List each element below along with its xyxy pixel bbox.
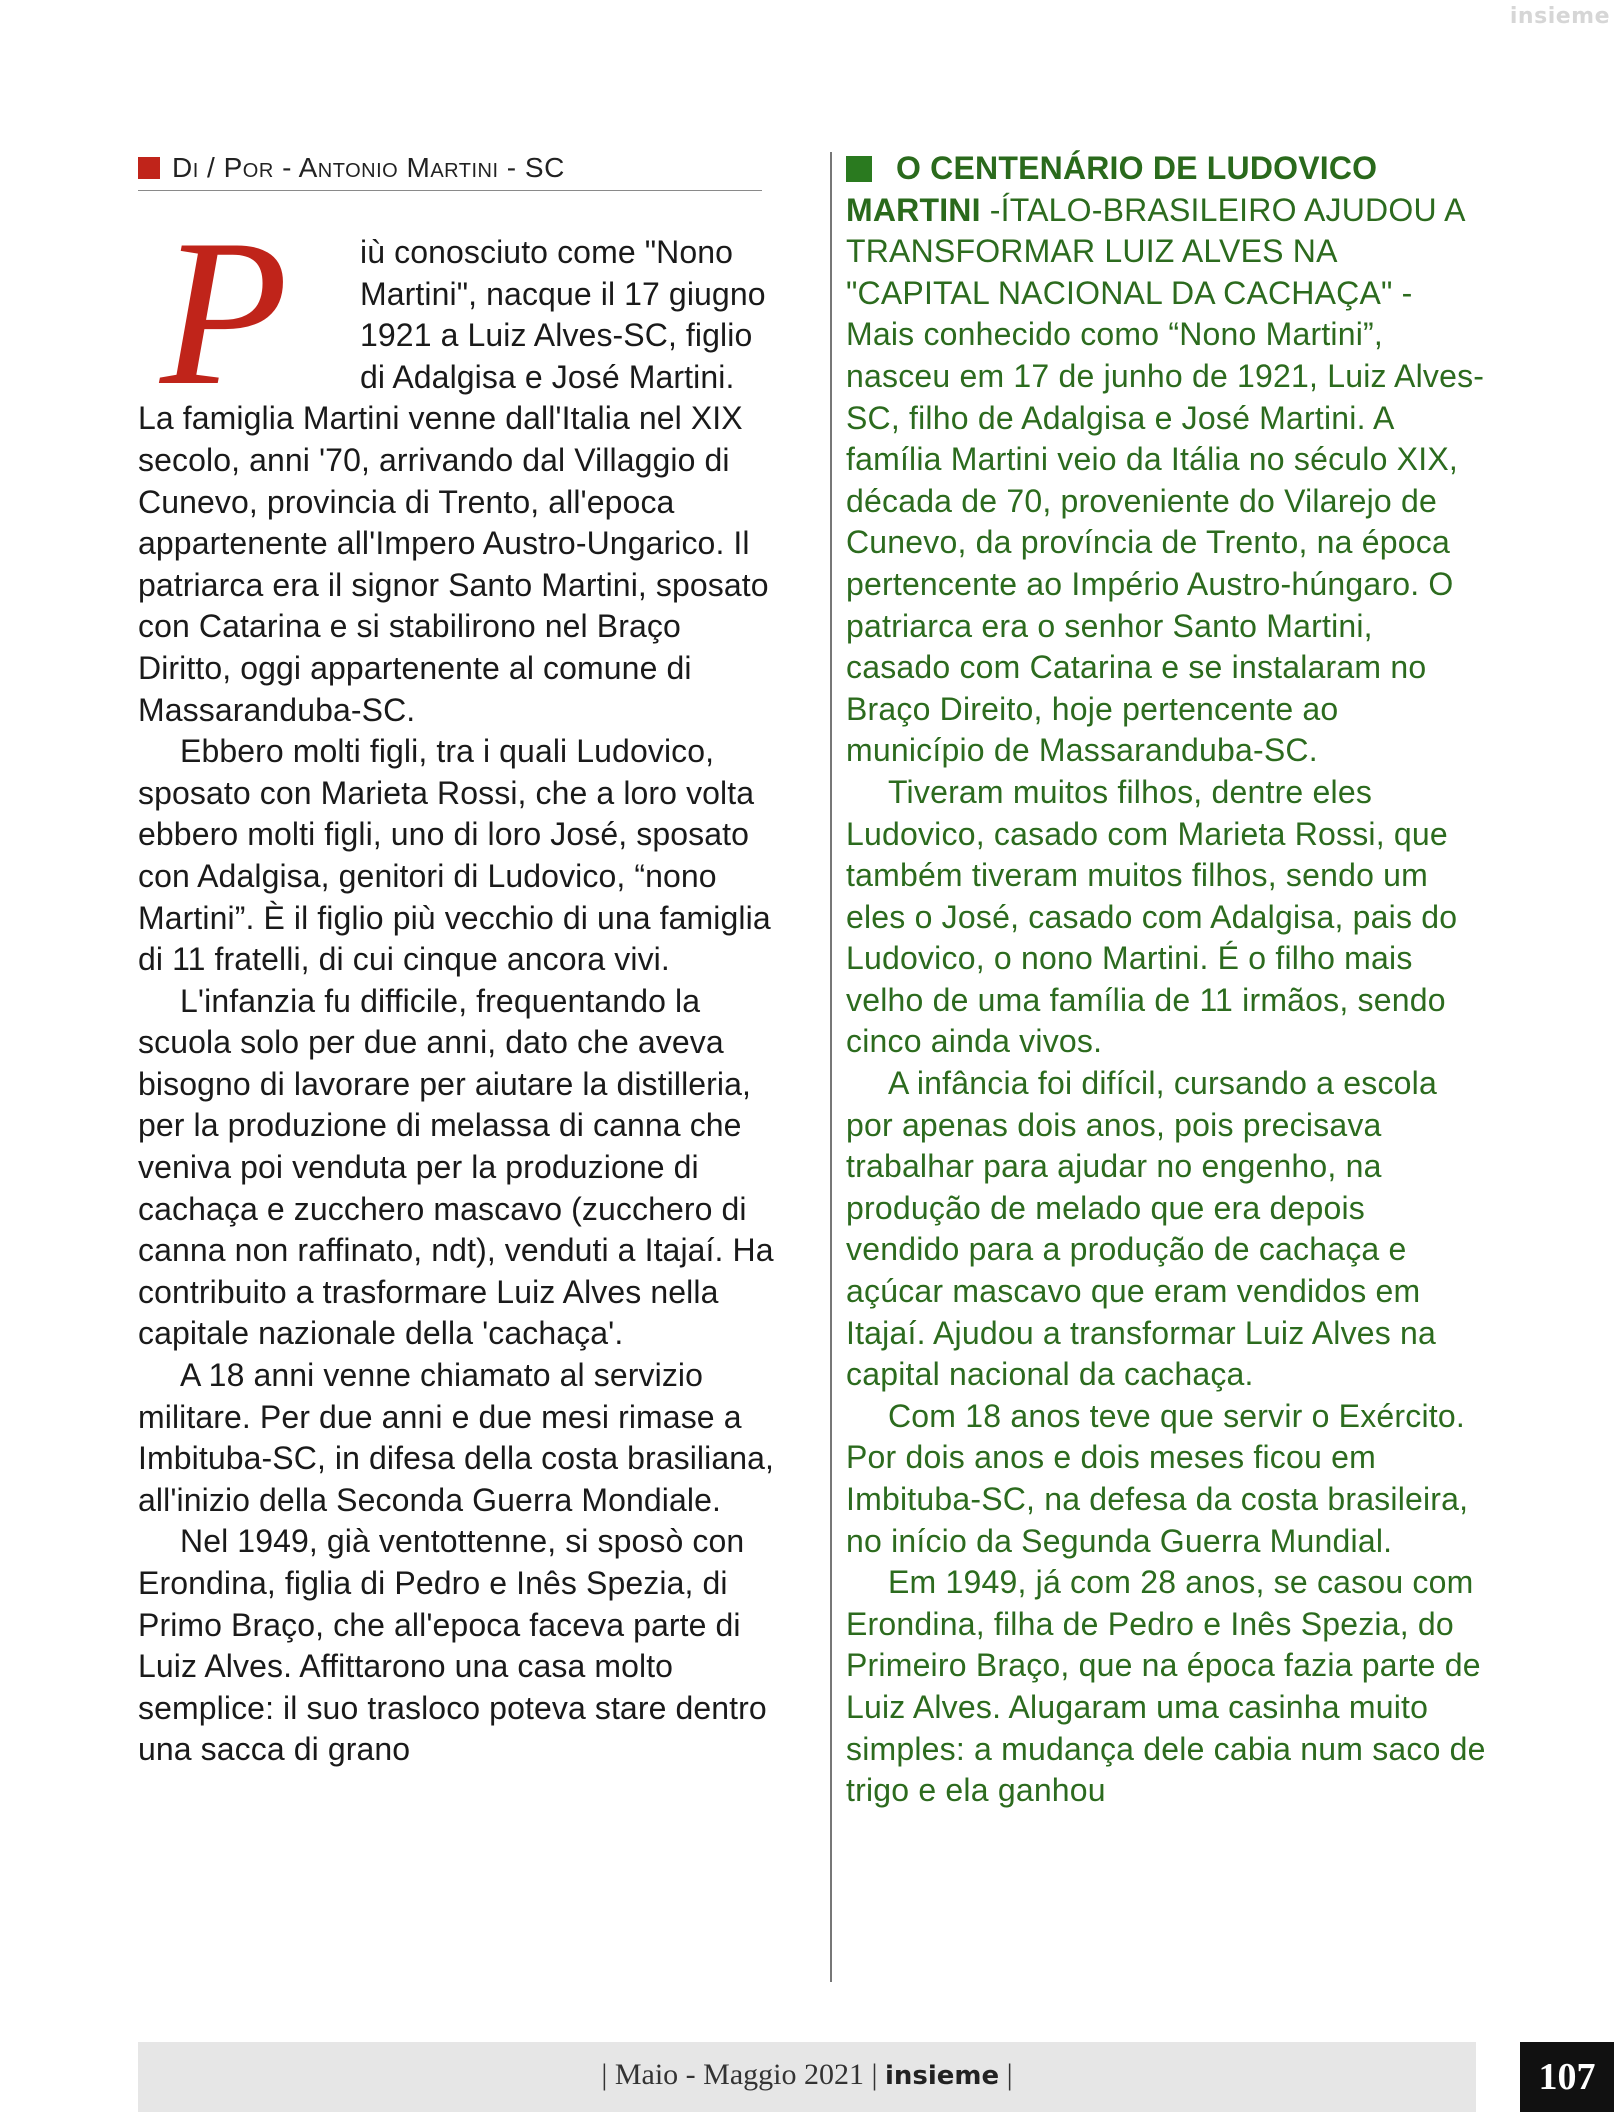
footer-brand: insieme bbox=[884, 2061, 1000, 2091]
portuguese-paragraph-4: Com 18 anos teve que servir o Exército. Por dois anos e dois meses ficou em Imbituba-SC, na defesa da costa brasileira, no início da Segunda Guerra Mundial. bbox=[846, 1397, 1469, 1559]
page-number: 107 bbox=[1520, 2042, 1614, 2112]
portuguese-paragraph-3: A infância foi difícil, cursando a escola por apenas dois anos, pois precisava trabalhar para ajudar no engenho, na produção de melado que era depois vendido para a produção de cachaça e açúcar mascavo que eram vendidos em Itajaí. Ajudou a transformar Luiz Alves na capital nacional da cachaça. bbox=[846, 1065, 1437, 1393]
portuguese-lead-text: Mais conhecido como “Nono Martini”, nasceu em 17 de junho de 1921, Luiz Alves-SC, filho de Adalgisa e José Martini. A família Martini veio da Itália no século XIX, década de 70, proveniente do Vilarejo de Cunevo, da província de Trento, na época pertencente ao Império Austro-húngaro. O patriarca era o senhor Santo Martini, casado com Catarina e se instalaram no Braço Direito, hoje pertencente ao município de Massaranduba-SC. bbox=[846, 316, 1485, 769]
portuguese-column bbox=[846, 148, 1486, 1812]
italian-column bbox=[138, 197, 778, 1771]
footer-date: | Maio - Maggio 2021 | bbox=[601, 2058, 885, 2091]
footer-issue-info bbox=[138, 2058, 1476, 2092]
footer-bar bbox=[138, 2042, 1476, 2112]
byline-marker bbox=[138, 157, 160, 179]
article-heading-bold: O CENTENÁRIO DE LUDOVICO MARTINI bbox=[846, 150, 1378, 228]
byline-text: Di / Por - Antonio Martini - SC bbox=[172, 152, 565, 183]
portuguese-paragraph-5: Em 1949, já com 28 anos, se casou com Erondina, filha de Pedro e Inês Spezia, do Primeiro Braço, que na época fazia parte de Luiz Alves. Alugaram uma casinha muito simples: a mudança dele cabia num saco de trigo e ela ganhou bbox=[846, 1564, 1486, 1809]
italian-paragraph-4: A 18 anni venne chiamato al servizio militare. Per due anni e due mesi rimase a Imbituba-SC, in difesa della costa brasiliana, all'inizio della Seconda Guerra Mondiale. bbox=[138, 1357, 775, 1518]
byline bbox=[138, 152, 762, 191]
portuguese-lead-paragraph bbox=[846, 148, 1486, 772]
heading-marker bbox=[846, 156, 872, 182]
italian-paragraph-5: Nel 1949, già ventottenne, si sposò con Erondina, figlia di Pedro e Inês Spezia, di Primo Braço, che all'epoca faceva parte di Luiz Alves. Affittarono una casa molto semplice: il suo trasloco poteva stare dentro una sacca di grano bbox=[138, 1523, 767, 1768]
column-divider bbox=[830, 152, 832, 1982]
drop-cap: P bbox=[160, 197, 289, 429]
portuguese-paragraph-2: Tiveram muitos filhos, dentre eles Ludovico, casado com Marieta Rossi, que também tiveram muitos filhos, sendo um eles o José, casado com Adalgisa, pais do Ludovico, o nono Martini. É o filho mais velho de uma família de 11 irmãos, sendo cinco ainda vivos. bbox=[846, 773, 1458, 1060]
footer-suffix: | bbox=[999, 2058, 1013, 2091]
masthead-logo: insieme bbox=[1509, 4, 1610, 29]
italian-paragraph-3: L'infanzia fu difficile, frequentando la scuola solo per due anni, dato che aveva bisogno di lavorare per aiutare la distilleria, per la produzione di melassa di canna che veniva poi venduta per la produzione di cachaça e zucchero mascavo (zucchero di canna non raffinato, ndt), venduti a Itajaí. Ha contribuito a trasformare Luiz Alves nella capitale nazionale della 'cachaça'. bbox=[138, 982, 774, 1352]
italian-paragraph-1: iù conosciuto come "Nono Martini", nacque il 17 giugno 1921 a Luiz Alves-SC, figlio di Adalgisa e José Martini. La famiglia Martini venne dall'Italia nel XIX secolo, anni '70, arrivando dal Villaggio di Cunevo, provincia di Trento, all'epoca appartenente all'Impero Austro-Ungarico. Il patriarca era il signor Santo Martini, sposato con Catarina e si stabilirono nel Braço Diritto, oggi appartenente al comune di Massaranduba-SC. bbox=[138, 234, 769, 728]
article-heading-rest: -ÍTALO-BRASILEIRO AJUDOU A TRANSFORMAR LUIZ ALVES NA "CAPITAL NACIONAL DA CACHAÇA" - bbox=[846, 191, 1464, 311]
italian-paragraph-2: Ebbero molti figli, tra i quali Ludovico, sposato con Marieta Rossi, che a loro volta ebbero molti figli, uno di loro José, sposato con Adalgisa, genitori di Ludovico, “nono Martini”. È il figlio più vecchio di una famiglia di 11 fratelli, di cui cinque ancora vivi. bbox=[138, 733, 771, 978]
